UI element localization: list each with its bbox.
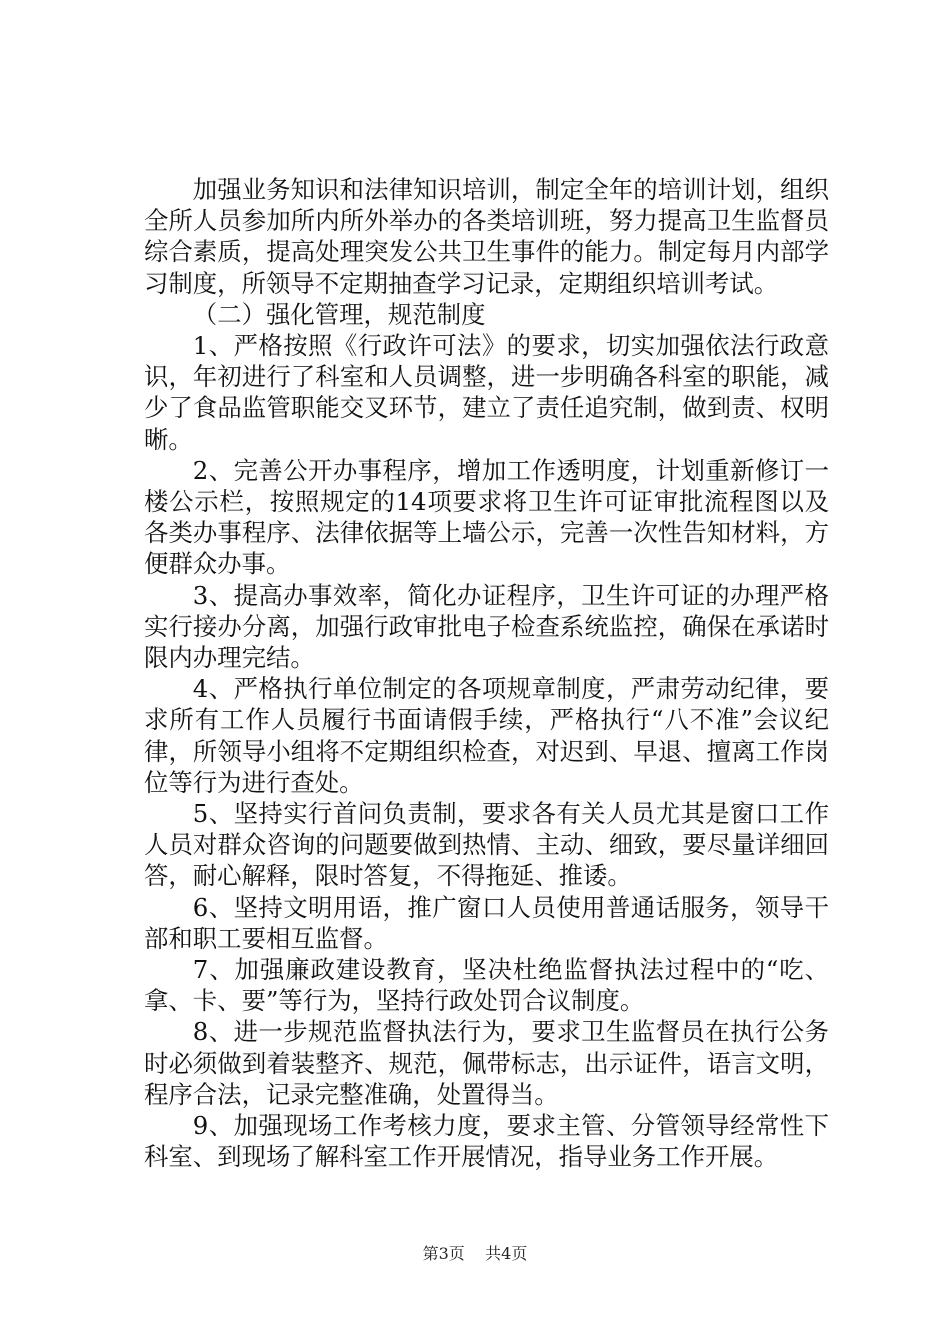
paragraph-item-6: 6、坚持文明用语，推广窗口人员使用普通话服务，领导干部和职工要相互监督。 — [144, 892, 829, 953]
paragraph-item-3: 3、提高办事效率，简化办证程序，卫生许可证的办理严格实行接办分离，加强行政审批电子检查系统监控，确保在承诺时限内办理完结。 — [144, 580, 829, 673]
page-total: 共4页 — [485, 1244, 528, 1263]
paragraph-item-9: 9、加强现场工作考核力度，要求主管、分管领导经常性下科室、到现场了解科室工作开展情况，指导业务工作开展。 — [144, 1111, 829, 1172]
paragraph-item-8: 8、进一步规范监督执法行为，要求卫生监督员在执行公务时必须做到着装整齐、规范，佩带标志，出示证件，语言文明，程序合法，记录完整准确，处置得当。 — [144, 1017, 829, 1109]
page-footer — [0, 1244, 950, 1264]
paragraph-item-4: 4、严格执行单位制定的各项规章制度，严肃劳动纪律，要求所有工作人员履行书面请假手续，严格执行“八不准”会议纪律，所领导小组将不定期组织检查，对迟到、早退、擅离工作岗位等行为进行查处。 — [144, 674, 829, 797]
page-number: 第3页 — [422, 1244, 465, 1263]
paragraph-item-5: 5、坚持实行首问负责制，要求各有关人员尤其是窗口工作人员对群众咨询的问题要做到热情、主动、细致，要尽量详细回答，耐心解释，限时答复，不得拖延、推诿。 — [144, 799, 829, 891]
footer-gap — [470, 1244, 480, 1263]
paragraph-item-2: 2、完善公开办事程序，增加工作透明度，计划重新修订一楼公示栏，按照规定的14项要求将卫生许可证审批流程图以及各类办事程序、法律依据等上墙公示，完善一次性告知材料，方便群众办事。 — [144, 455, 829, 579]
document-body — [144, 174, 829, 1173]
paragraph-item-7: 7、加强廉政建设教育，坚决杜绝监督执法过程中的“吃、拿、卡、要”等行为，坚持行政处罚合议制度。 — [144, 955, 829, 1016]
section-heading: （二）强化管理，规范制度 — [192, 299, 486, 329]
paragraph-training: 加强业务知识和法律知识培训，制定全年的培训计划，组织全所人员参加所内所外举办的各类培训班，努力提高卫生监督员综合素质，提高处理突发公共卫生事件的能力。制定每月内部学习制度，所领导不定期抽查学习记录，定期组织培训考试。 — [144, 175, 829, 298]
paragraph-item-1: 1、严格按照《行政许可法》的要求，切实加强依法行政意识，年初进行了科室和人员调整，进一步明确各科室的职能，减少了食品监管职能交叉环节，建立了责任追究制，做到责、权明晰。 — [144, 331, 829, 454]
